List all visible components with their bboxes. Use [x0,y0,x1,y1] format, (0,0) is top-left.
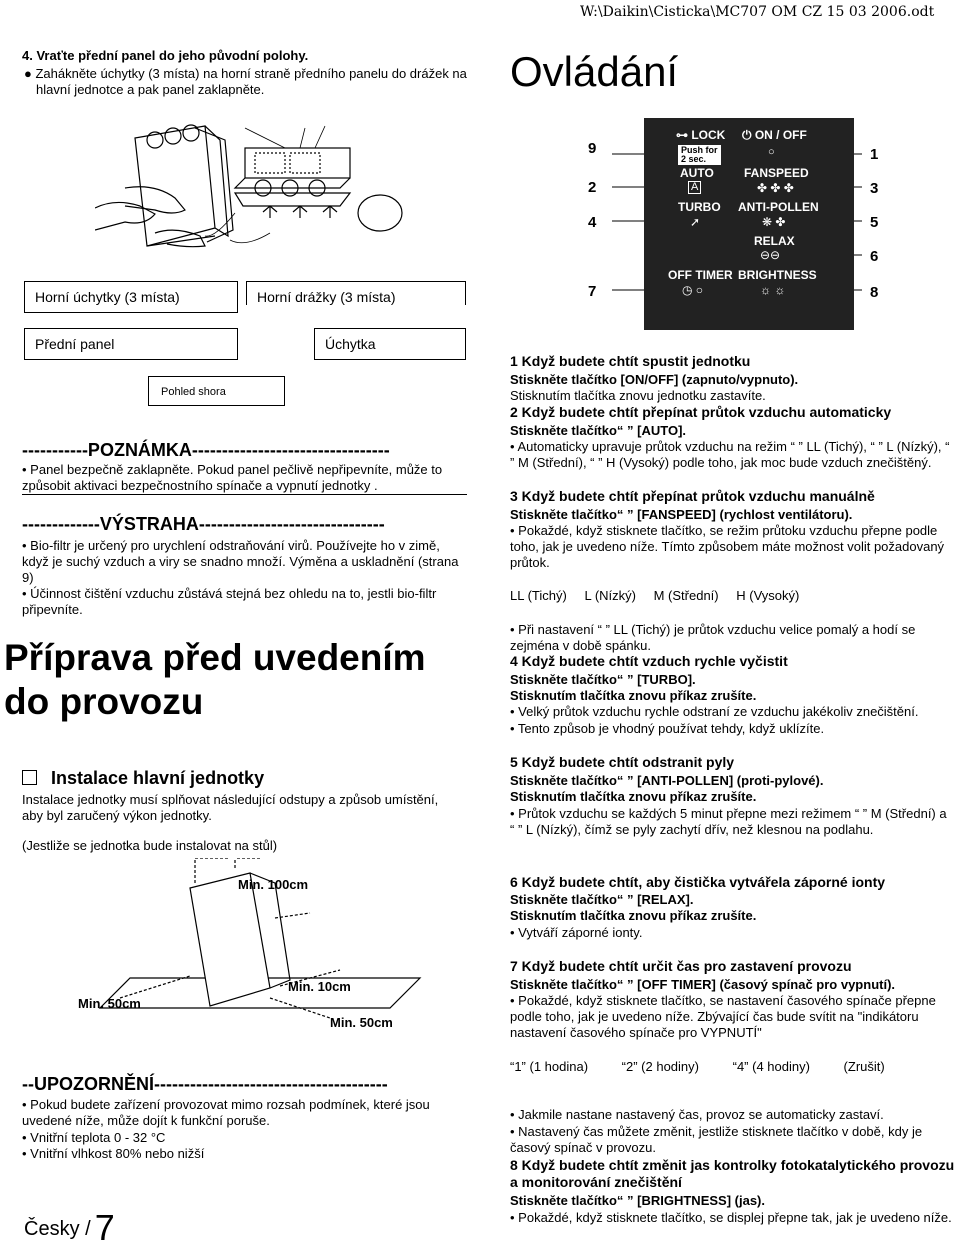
timer-4h: “4” (4 hodiny) [732,1059,810,1074]
priprava-title-line1: Příprava před uvedením [4,637,426,678]
section-4-line-2: Stisknutím tlačítka znovu příkaz zrušíte. [510,688,757,703]
section-6-line-3: • Vytváří záporné ionty. [510,925,643,940]
pollen-icon: ❋ ✤ [762,215,786,229]
timer-cancel: (Zrušit) [843,1059,885,1074]
remote-control [612,118,890,330]
section-8-line-1: Stiskněte tlačítko“ ” [BRIGHTNESS] (jas). [510,1193,765,1208]
section-1-line-2: Stisknutím tlačítka znovu jednotku zastavíte. [510,388,766,403]
section-6-line-2: Stisknutím tlačítka znovu příkaz zrušíte. [510,908,757,923]
brightness-button[interactable]: BRIGHTNESS [738,268,817,282]
section-3-line-1: Stiskněte tlačítko“ ” [FANSPEED] (rychlost ventilátoru). [510,507,853,522]
section-2-title: 2 Když budete chtít přepínat průtok vzduchu automaticky [510,404,892,420]
upozorneni-heading: --UPOZORNĚNÍ--------------------------------------- [22,1074,388,1094]
language-label: Česky / [24,1218,91,1240]
section-7-line-2: • Pokaždé, když stisknete tlačítko, se nastavení časového spínače přepne podle toho, jak je uvedeno níže. Zbývající čas bude svítit na "indikátoru nastavení časového spínače pro VYPNUTÍ" [510,993,936,1040]
page-number: 7 [94,1207,115,1248]
poznamka-bullet-1b: Pokud panel pečlivě nepřipevníte, může to způsobit aktivaci bezpečnostního spínače a vypnutí jednotky . [22,462,443,493]
timer-icon: ◷ ○ [682,283,704,297]
section-5-line-3: • Průtok vzduchu se každých 5 minut přepne mezi režimem “ ” M (Střední) a “ ” L (Nízký), čímž se pyly zachytí dřív, než klesnou na podlahu. [510,806,947,837]
min-50cm-left-label: Min. 50cm [78,996,141,1011]
section-4-line-1: Stiskněte tlačítko“ ” [TURBO]. [510,672,696,687]
section-2-line-1: Stiskněte tlačítko“ ” [AUTO]. [510,423,687,438]
step-4-title: 4. Vraťte přední panel do jeho původní polohy. [22,48,309,63]
section-7-line-4: • Nastavený čas můžete změnit, jestliže stisknete tlačítko v době, kdy je časový spínač v provozu. [510,1124,923,1155]
instalace-note: (Jestliže se jednotka bude instalovat na stůl) [22,838,278,853]
bullet-dot: ● [24,66,36,81]
step-4-bullet [22,66,476,98]
auto-icon: A [688,181,701,194]
upozorneni-bullet-2: • Vnitřní teplota 0 - 32 °C [22,1130,166,1145]
vystraha-bullet-1: • Bio-filtr je určený pro urychlení odstraňování virů. Používejte ho v zimě, když je suchý vzduch a viry se snadno množí. Výměna a uskladnění (strana 9) [22,538,459,585]
instalace-text: Instalace jednotky musí splňovat následující odstupy a způsob umístění, aby byl zaručený výkon jednotky. [22,792,439,823]
relax-icon: ⊖⊖ [760,248,781,262]
fan-icon: ✤ ✤ ✤ [757,181,794,195]
vystraha-bullet-2: • Účinnost čištění vzduchu zůstává stejná bez ohledu na to, jestli bio-filtr připevníte. [22,586,437,617]
section-2-line-2: • Automaticky upravuje průtok vzduchu na režim “ ” LL (Tichý), “ ” L (Nízký), “ ” M (Střední), “ ” H (Vysoký) podle toho, jak moc bude vzduch znečištěný. [510,439,950,470]
section-8-line-2: • Pokaždé, když stisknete tlačítko, se displej přepne tak, jak je uvedeno níže. [510,1210,952,1225]
remote-number-8: 8 [870,284,879,301]
timer-sequence [510,1059,885,1075]
section-3-title: 3 Když budete chtít přepínat průtok vzduchu manuálně [510,488,875,504]
hook-label: Úchytka [314,328,466,360]
ovladani-title: Ovládání [510,48,679,95]
speed-ll: LL (Tichý) [510,588,567,603]
poznamka-text [22,462,467,494]
section-5-title: 5 Když budete chtít odstranit pyly [510,754,735,770]
remote-number-3: 3 [870,180,879,197]
section-4-line-3: • Velký průtok vzduchu rychle odstraní ze vzduchu jakékoliv znečištění. [510,704,919,719]
remote-body [644,118,854,330]
front-panel-label: Přední panel [24,328,238,360]
brightness-icon: ☼ ☼ [760,283,786,297]
step-4-bullet-text: Zahákněte úchytky (3 místa) na horní straně předního panelu do drážek na hlavní jednotce a pak panel zaklapněte. [35,66,467,97]
instalace-heading-text: Instalace hlavní jednotky [51,768,265,788]
remote-number-2: 2 [588,179,597,196]
key-icon: ⊶ [676,128,692,142]
priprava-title-line2: do provozu [4,681,204,722]
relax-button[interactable]: RELAX [754,234,795,248]
lock-label: LOCK [691,128,726,142]
vystraha-heading: -------------VÝSTRAHA------------------------------- [22,514,385,534]
upper-grooves-label: Horní drážky (3 místa) [246,281,466,305]
antipollen-button[interactable]: ANTI-POLLEN [738,200,819,214]
poznamka-heading: -----------POZNÁMKA--------------------------------- [22,440,390,460]
section-6-title: 6 Když budete chtít, aby čistička vytvářela záporné ionty [510,874,886,890]
page-footer [24,1207,115,1248]
fan-speed-sequence [510,588,799,604]
timer-2h: “2” (2 hodiny) [621,1059,699,1074]
poznamka-bullet-1: • Panel bezpečně zaklapněte. [22,462,194,477]
section-8-title: 8 Když budete chtít změnit jas kontrolky fotokatalytického provozu a monitorování znečištění [510,1157,955,1190]
speed-h: H (Vysoký) [736,588,800,603]
section-7-line-3: • Jakmile nastane nastavený čas, provoz se automaticky zastaví. [510,1107,884,1122]
turbo-button[interactable]: TURBO [678,200,721,214]
section-7-line-1: Stiskněte tlačítko“ ” [OFF TIMER] (časový spínač pro vypnutí). [510,977,896,992]
min-10cm-label: Min. 10cm [288,979,351,994]
section-3-line-2: • Pokaždé, když stisknete tlačítko, se režim průtoku vzduchu přepne podle toho, jak je uvedeno níže. Tímto způsobem máte možnost volit požadovaný průtok. [510,523,945,570]
push-for-text: Push for [681,145,718,155]
priprava-title [4,636,426,724]
checkbox-icon [22,770,37,785]
upper-hooks-label: Horní úchytky (3 místa) [24,281,238,313]
remote-number-7: 7 [588,283,597,300]
section-7-title: 7 Když budete chtít určit čas pro zastavení provozu [510,958,852,974]
push-for-box [678,145,721,165]
remote-number-5: 5 [870,214,879,231]
section-4-title: 4 Když budete chtít vzduch rychle vyčistit [510,653,788,669]
fanspeed-button[interactable]: FANSPEED [744,166,809,180]
section-1-title: 1 Když budete chtít spustit jednotku [510,353,751,369]
turbo-icon: ➚ [690,215,701,229]
onoff-indicator-icon: ○ [768,146,775,158]
two-sec-text: 2 sec. [681,154,707,164]
section-3-line-3: • Při nastavení “ ” LL (Tichý) je průtok vzduchu velice pomalý a hodí se zejména v době spánku. [510,622,916,653]
min-50cm-right-label: Min. 50cm [330,1015,393,1030]
min-100cm-label: Min. 100cm [238,877,309,892]
section-5-line-2: Stisknutím tlačítka znovu příkaz zrušíte. [510,789,757,804]
instalace-heading [22,768,264,789]
auto-button[interactable]: AUTO [680,166,714,180]
lock-button[interactable] [676,128,725,142]
top-view-label: Pohled shora [148,376,285,406]
speed-m: M (Střední) [653,588,719,603]
speed-l: L (Nízký) [584,588,636,603]
document-header-path: W:\Daikin\Cisticka\MC707 OM CZ 15 03 2006.odt [580,4,935,20]
section-5-line-1: Stiskněte tlačítko“ ” [ANTI-POLLEN] (proti-pylové). [510,773,824,788]
upozorneni-bullet-1: • Pokud budete zařízení provozovat mimo rozsah podmínek, které jsou uvedené níže, může dojít k funkční poruše. [22,1097,430,1128]
remote-number-4: 4 [588,214,597,231]
section-6-line-1: Stiskněte tlačítko“ ” [RELAX]. [510,892,694,907]
section-1-line-1: Stiskněte tlačítko [ON/OFF] (zapnuto/vypnuto). [510,372,799,387]
poznamka-divider [22,494,467,495]
upozorneni-bullet-3: • Vnitřní vlhkost 80% nebo nižší [22,1146,205,1161]
onoff-button[interactable] [742,128,807,143]
front-panel-illustration [95,118,415,278]
timer-1h: “1” (1 hodina) [510,1059,589,1074]
remote-number-6: 6 [870,248,879,265]
onoff-label: ON / OFF [754,128,807,142]
offtimer-button[interactable]: OFF TIMER [668,268,733,282]
remote-number-1: 1 [870,146,879,163]
remote-number-9: 9 [588,140,597,157]
power-icon: ⏻ [742,128,755,142]
section-4-line-4: • Tento způsob je vhodný používat tehdy, když uklízíte. [510,721,825,736]
